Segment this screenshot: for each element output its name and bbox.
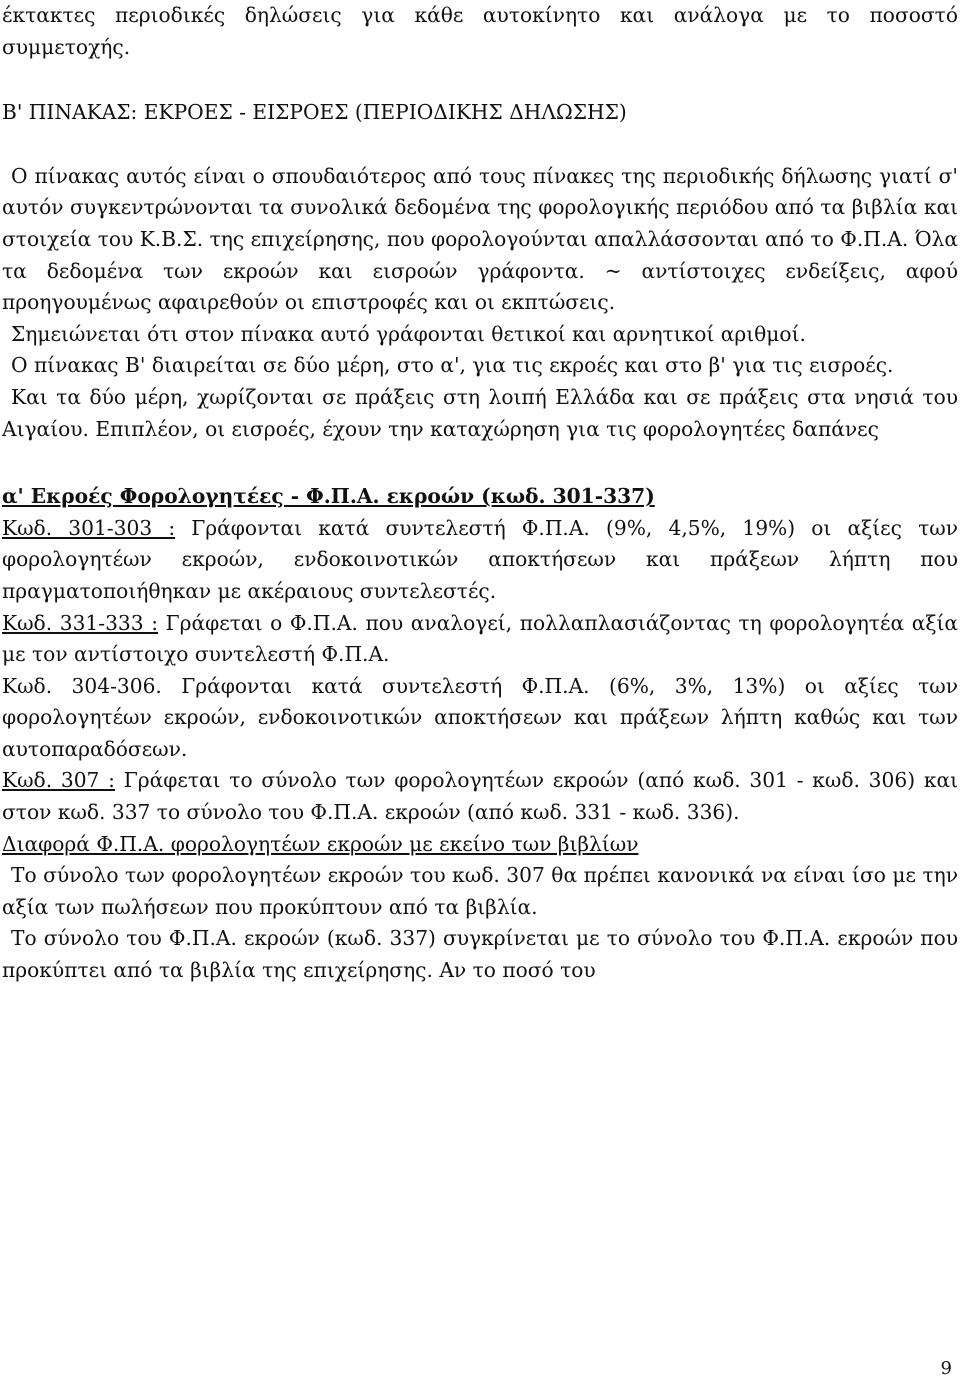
section-b-paragraph-1: Ο πίνακας αυτός είναι ο σπουδαιότερος από τους πίνακες της περιοδικής δήλωσης γιατί σ' αυτόν συγκεντρώνονται τα συνολικά δεδομένα της φορολογικής περιόδου από τα βιβλία και στοιχεία του Κ.Β.Σ. της επιχείρησης, που φορολογούνται απαλλάσσονται από το Φ.Π.Α. Όλα τα δεδομένα των εκροών και εισροών γράφοντα. ~ αντίστοιχες ενδείξεις, αφού προηγουμένως αφαιρεθούν οι επιστροφές και οι εκπτώσεις. <box>2 163 958 315</box>
page-number: 9 <box>940 1358 952 1379</box>
code-paragraph-301-303 <box>2 513 958 608</box>
spacer <box>2 129 958 161</box>
code-paragraph-304-306 <box>2 671 958 766</box>
section-b-paragraph-3: Ο πίνακας Β' διαιρείται σε δύο μέρη, στο α', για τις εκροές και στο β' για τις εισροές. <box>11 353 894 378</box>
code-label-331-333: Κωδ. 331-333 : <box>2 610 159 635</box>
code-text-301-303: Γράφονται κατά συντελεστή Φ.Π.Α. (9%, 4,5%, 19%) οι αξίες των φορολογητέων εκροών, ενδοκοινοτικών αποκτήσεων και πράξεων λήπτη που πραγματοποιήθηκαν με ακέραιους συντελεστές. <box>2 515 958 603</box>
difference-title: Διαφορά Φ.Π.Α. φορολογητέων εκροών με εκείνο των βιβλίων <box>2 831 639 856</box>
code-paragraph-307 <box>2 765 958 828</box>
difference-paragraph-1: Το σύνολο των φορολογητέων εκροών του κωδ. 307 θα πρέπει κανονικά να είναι ίσο με την αξία των πωλήσεων που προκύπτουν από τα βιβλία. <box>2 863 958 919</box>
difference-paragraph-2: Το σύνολο του Φ.Π.Α. εκροών (κωδ. 337) συγκρίνεται με το σύνολο του Φ.Π.Α. εκροών που προκύπτει από τα βιβλία της επιχείρησης. Αν το ποσό του <box>2 926 958 983</box>
section-b-title: Β' ΠΙΝΑΚΑΣ: ΕΚΡΟΕΣ - ΕΙΣΡΟΕΣ (ΠΕΡΙΟΔΙΚΗΣ ΔΗΛΩΣΗΣ) <box>2 100 627 125</box>
spacer <box>2 445 958 481</box>
code-text-304-306: Γράφονται κατά συντελεστή Φ.Π.Α. (6%, 3%, 13%) οι αξίες των φορολογητέων εκροών, ενδοκοινοτικών αποκτήσεων και πράξεων λήπτη καθώς και των αυτοπαραδόσεων. <box>2 673 958 761</box>
section-b-paragraph-4: Και τα δύο μέρη, χωρίζονται σε πράξεις στη λοιπή Ελλάδα και σε πράξεις στα νησιά του Αιγαίου. Επιπλέον, οι εισροές, έχουν την καταχώρηση για τις φορολογητέες δαπάνες <box>2 384 958 441</box>
code-label-304-306: Κωδ. 304-306. <box>2 673 162 698</box>
intro-paragraph: έκτακτες περιοδικές δηλώσεις για κάθε αυτοκίνητο και ανάλογα με το ποσοστό συμμετοχής. <box>2 3 958 59</box>
code-text-331-333: Γράφεται ο Φ.Π.Α. που αναλογεί, πολλαπλασιάζοντας τη φορολογητέα αξία με τον αντίστοιχο συντελεστή Φ.Π.Α. <box>2 610 958 667</box>
subsection-a-title: α' Εκροές Φορολογητέες - Φ.Π.Α. εκροών (κωδ. 301-337) <box>2 484 655 509</box>
code-paragraph-331-333 <box>2 608 958 671</box>
code-text-307: Γράφεται το σύνολο των φορολογητέων εκροών (από κωδ. 301 - κωδ. 306) και στον κωδ. 337 το σύνολο του Φ.Π.Α. εκροών (από κωδ. 331 - κωδ. 336). <box>2 768 959 825</box>
code-label-307: Κωδ. 307 : <box>2 768 115 793</box>
section-b-paragraph-2: Σημειώνεται ότι στον πίνακα αυτό γράφονται θετικοί και αρνητικοί αριθμοί. <box>11 321 806 346</box>
code-label-301-303: Κωδ. 301-303 : <box>2 515 176 540</box>
spacer <box>2 63 958 97</box>
